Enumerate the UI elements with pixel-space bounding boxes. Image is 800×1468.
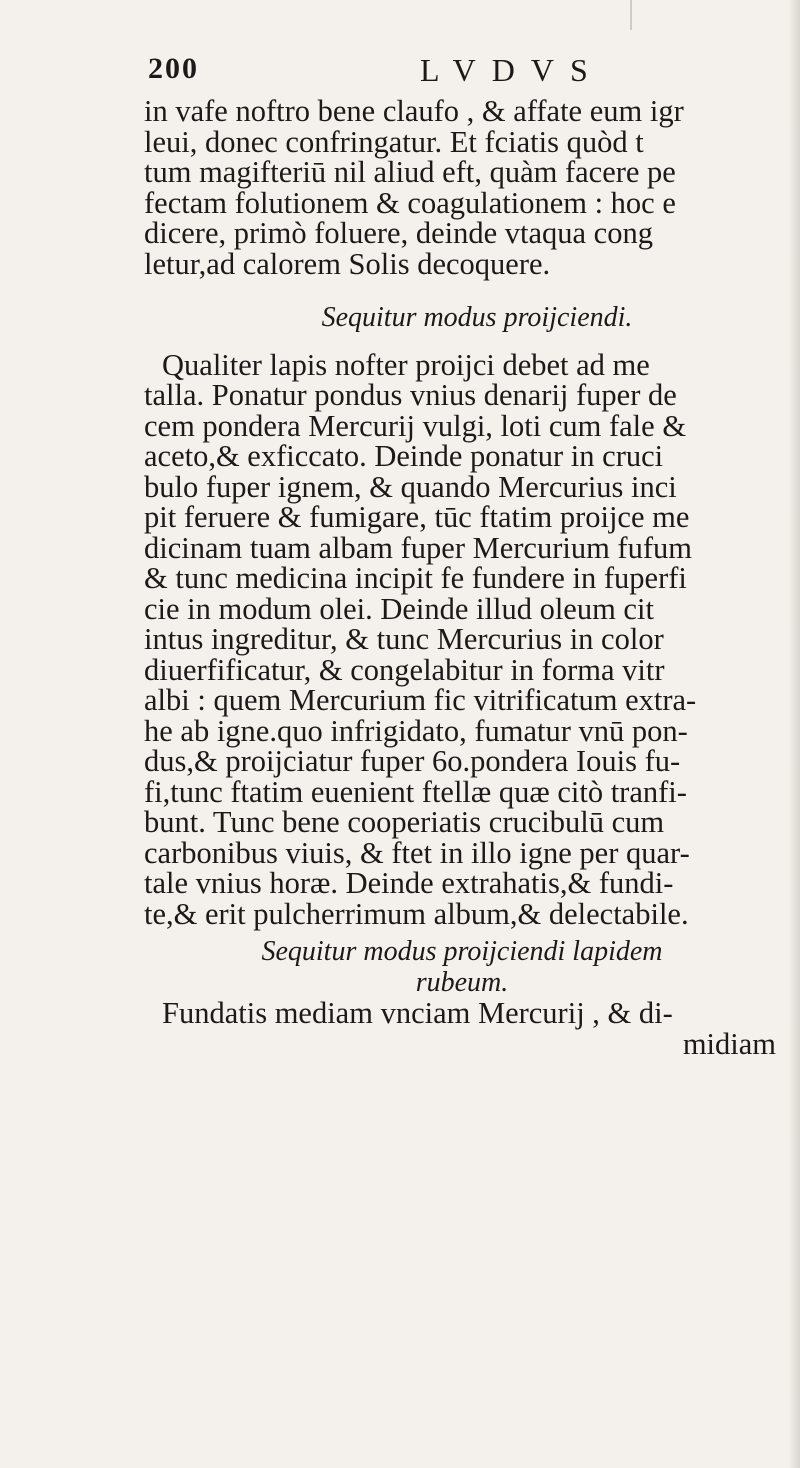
text-line: cem pondera Mercurij vulgi, loti cum fale & [144,408,687,443]
section-heading [144,937,780,998]
text-line: dicere, primò foluere, deinde vtaqua cong [144,216,653,250]
paragraph-2 [144,347,780,931]
page-mark [630,0,632,30]
text-line: leui, donec confringatur. Et fciatis quòd t [144,124,644,159]
text-line: dicinam tuam albam fuper Mercurium fufum [144,530,692,565]
heading-line: rubeum. [415,966,509,998]
page-header [148,52,760,92]
text-line: carbonibus viuis, & ftet in illo igne per quar- [144,835,690,870]
running-title: LVDVS [420,52,604,88]
text-line: in vafe noftro bene claufo , & affate eum igr [144,96,684,128]
section-heading: Sequitur modus proijciendi. [321,302,633,333]
text-line: aceto,& exficcato. Deinde ponatur in cruci [144,439,664,473]
text-line: & tunc medicina incipit fe fundere in fuperfi [144,561,687,595]
text-line: Fundatis mediam vnciam Mercurij , & di- [162,996,673,1030]
catchword: midiam [682,1026,776,1059]
text-line: intus ingreditur, & tunc Mercurius in color [144,622,664,656]
text-line: fectam folutionem & coagulationem : hoc e [144,185,676,220]
text-line: pit feruere & fumigare, tūc ftatim proijce me [144,500,690,534]
paragraph-1 [144,96,780,279]
text-line: tum magifteriū nil aliud eft, quàm facere pe [144,155,676,189]
text-line: fi,tunc ftatim euenient ftellæ quæ citò tranfi- [144,774,687,809]
text-line: diuerfificatur, & congelabitur in forma vitr [144,652,665,687]
page-edge-shadow [788,0,800,1468]
text-line: dus,& proijciatur fuper 6o.pondera Iouis fu- [144,744,681,778]
text-line: te,& erit pulcherrimum album,& delectabile. [144,896,689,931]
page-number: 200 [148,52,199,85]
text-line: tale vnius horæ. Deinde extrahatis,& fundi- [144,866,674,900]
text-line: bunt. Tunc bene cooperiatis crucibulū cum [144,805,665,839]
text-line: letur,ad calorem Solis decoquere. [144,246,551,281]
text-line: talla. Ponatur pondus vnius denarij fuper de [144,378,677,412]
paragraph-3 [144,998,780,1059]
text-line: cie in modum olei. Deinde illud oleum cit [144,591,654,626]
text-line: Qualiter lapis nofter proijci debet ad me [162,347,650,382]
text-line: bulo fuper ignem, & quando Mercurius inci [144,469,677,504]
text-line: albi : quem Mercurium fic vitrificatum extra- [144,683,697,717]
heading-line: Sequitur modus proijciendi lapidem [261,936,663,967]
body-text [144,96,780,1059]
text-line: he ab igne.quo infrigidato, fumatur vnū pon- [144,713,688,748]
